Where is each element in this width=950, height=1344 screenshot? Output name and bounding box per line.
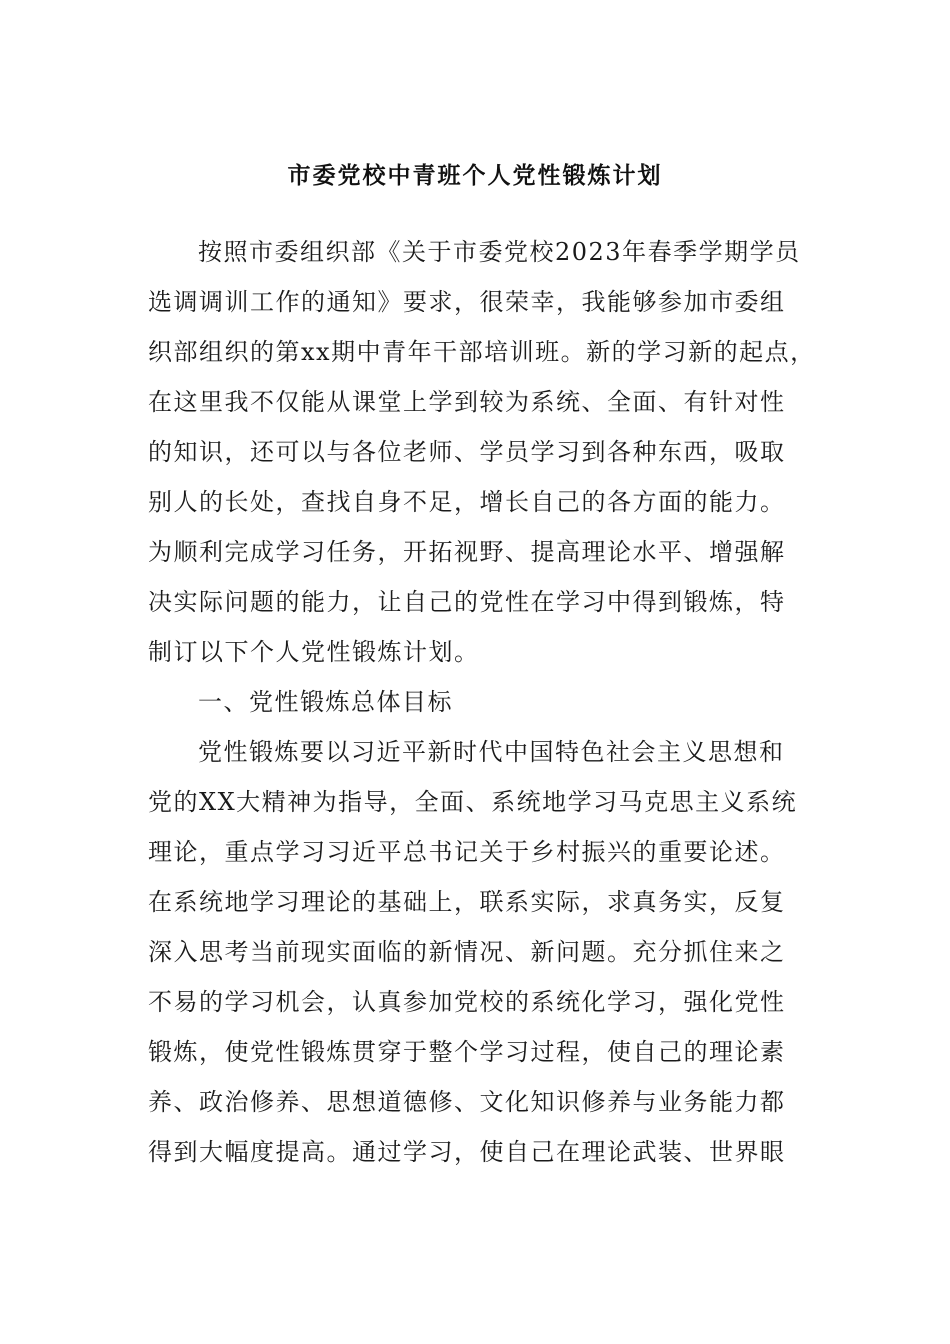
paragraph-line: 党的XX大精神为指导，全面、系统地学习马克思主义系统 bbox=[148, 788, 798, 816]
paragraph-line: 决实际问题的能力，让自己的党性在学习中得到锻炼，特 bbox=[148, 588, 786, 616]
paragraph-line: 按照市委组织部《关于市委党校2023年春季学期学员 bbox=[198, 238, 801, 266]
paragraph-line: 在系统地学习理论的基础上，联系实际，求真务实，反复 bbox=[148, 888, 786, 916]
paragraph-line: 选调调训工作的通知》要求，很荣幸，我能够参加市委组 bbox=[148, 288, 786, 316]
paragraph-line: 织部组织的第xx期中青年干部培训班。新的学习新的起点， bbox=[148, 338, 816, 366]
paragraph-line: 别人的长处，查找自身不足，增长自己的各方面的能力。 bbox=[148, 488, 786, 516]
paragraph-line: 养、政治修养、思想道德修、文化知识修养与业务能力都 bbox=[148, 1088, 786, 1116]
paragraph-line: 不易的学习机会，认真参加党校的系统化学习，强化党性 bbox=[148, 988, 786, 1016]
paragraph-line: 在这里我不仅能从课堂上学到较为系统、全面、有针对性 bbox=[148, 388, 786, 416]
section-heading: 一、党性锻炼总体目标 bbox=[198, 688, 453, 716]
paragraph-line: 理论，重点学习习近平总书记关于乡村振兴的重要论述。 bbox=[148, 838, 786, 866]
paragraph-line: 党性锻炼要以习近平新时代中国特色社会主义思想和 bbox=[198, 738, 785, 766]
paragraph-line: 为顺利完成学习任务，开拓视野、提高理论水平、增强解 bbox=[148, 538, 786, 566]
paragraph-line: 锻炼，使党性锻炼贯穿于整个学习过程，使自己的理论素 bbox=[148, 1038, 786, 1066]
paragraph-line: 的知识，还可以与各位老师、学员学习到各种东西，吸取 bbox=[148, 438, 786, 466]
paragraph-line: 制订以下个人党性锻炼计划。 bbox=[148, 638, 480, 666]
paragraph-line: 得到大幅度提高。通过学习，使自己在理论武装、世界眼 bbox=[148, 1138, 786, 1166]
paragraph-line: 深入思考当前现实面临的新情况、新问题。充分抓住来之 bbox=[148, 938, 786, 966]
document-title: 市委党校中青班个人党性锻炼计划 bbox=[287, 162, 663, 189]
